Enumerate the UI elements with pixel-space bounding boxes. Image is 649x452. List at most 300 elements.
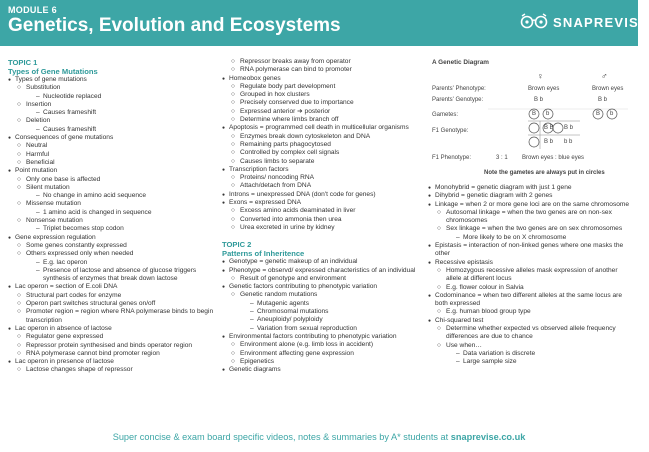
list-item-text: Homozygous recessive alleles mask expression of another allele at different locus (446, 266, 618, 283)
list-item (8, 75, 226, 84)
list-item-text: Nucleotide replaced (43, 92, 102, 100)
circle-bullet-icon: ○ (17, 349, 21, 357)
dash-bullet-icon: – (250, 299, 254, 307)
list-item (222, 358, 422, 366)
genetic-diagram (430, 57, 630, 180)
list-item (428, 225, 630, 233)
circle-bullet-icon: ○ (231, 291, 235, 299)
circle-bullet-icon: ○ (231, 99, 235, 107)
column-3 (428, 184, 630, 367)
list-item-text: Only one base is affected (26, 175, 101, 183)
list-item (428, 259, 630, 267)
f1-cell: b b (564, 139, 573, 145)
circle-bullet-icon: ○ (231, 149, 235, 157)
list-item-text: Types of gene mutations (15, 76, 87, 83)
list-item (8, 366, 226, 374)
list-item (8, 134, 223, 142)
list-item (222, 83, 422, 91)
list-item (8, 342, 223, 350)
list-item-text: Harmful (26, 150, 50, 158)
footer-text: Super concise & exam board specific videos, notes & summaries by A* students at (112, 432, 451, 442)
bullet-icon: ● (8, 168, 12, 175)
list-item (222, 66, 422, 74)
circle-bullet-icon: ○ (17, 308, 21, 316)
dash-bullet-icon: – (36, 109, 40, 117)
list-item (8, 308, 223, 325)
list-item-text: Environment alone (e.g. limb loss in accident) (240, 341, 374, 349)
list-item (222, 191, 422, 199)
bullet-icon: ● (222, 267, 226, 274)
circle-bullet-icon: ○ (437, 325, 441, 333)
list-item (8, 101, 223, 109)
list-item-text: Determine where limbs branch off (240, 116, 339, 124)
bullet-icon: ● (222, 191, 226, 198)
dash-bullet-icon: – (456, 233, 460, 241)
list-item (222, 149, 422, 157)
list-item (428, 342, 630, 350)
list-item (8, 300, 223, 308)
circle-bullet-icon: ○ (231, 107, 235, 115)
list-item (8, 283, 226, 291)
list-item (222, 158, 422, 166)
list-item-text: Genetic factors contributing to phenotypic variation (229, 283, 378, 291)
list-item-text: Genetic random mutations (240, 291, 318, 299)
circle-bullet-icon: ○ (17, 100, 21, 108)
list-item-text: Gene expression regulation (15, 233, 96, 241)
list-item-text: Attach/detach from DNA (240, 182, 312, 190)
list-item (222, 116, 422, 124)
list-item-text: Operon part switches structural genes on/off (26, 300, 156, 308)
circle-bullet-icon: ○ (231, 357, 235, 365)
list-item-text: Silent mutation (26, 183, 70, 191)
list-item (8, 333, 226, 341)
row-label-parent-phenotype: Parents' Phenotype: (432, 86, 486, 92)
list-item-text: Structural part codes for enzyme (26, 291, 122, 299)
list-item-text: Remaining parts phagocytosed (240, 140, 331, 148)
circle-bullet-icon: ○ (231, 349, 235, 357)
dash-bullet-icon: – (36, 208, 40, 216)
owl-glasses-icon (520, 13, 548, 31)
list-item (222, 267, 422, 275)
dash-bullet-icon: – (250, 316, 254, 324)
list-item-text: Epistasis = interaction of non-linked genes where one masks the other (435, 242, 624, 258)
f1-cell: B b (544, 139, 554, 145)
list-item-text: Urea excreted in urine by kidney (240, 223, 335, 231)
list-item (222, 124, 422, 132)
list-item (8, 292, 223, 300)
list-item-text: Grouped in hox clusters (240, 91, 310, 99)
f1-cell: B B (544, 125, 554, 131)
list-item-text: Causes frameshift (43, 109, 97, 117)
circle-bullet-icon: ○ (437, 266, 441, 274)
male-symbol: ♂ (601, 71, 608, 81)
circle-bullet-icon: ○ (437, 225, 441, 233)
bullet-icon: ● (222, 367, 226, 374)
genetic-diagram-graphic (430, 57, 630, 180)
list-item (428, 242, 630, 259)
list-item (222, 58, 422, 66)
column-2 (222, 58, 422, 374)
bullet-icon: ● (428, 259, 432, 266)
bullet-icon: ● (8, 284, 12, 291)
list-item (8, 217, 223, 225)
list-item (428, 192, 630, 200)
bullet-icon: ● (222, 333, 226, 340)
list-item-text: Deletion (26, 117, 51, 125)
bullet-icon: ● (428, 193, 432, 200)
list-item-text: Insertion (26, 100, 52, 108)
list-item-text: Genetic diagrams (229, 366, 281, 374)
list-item-text: Precisely conserved due to importance (240, 99, 354, 107)
f1-ratio: 3 : 1 (496, 155, 508, 161)
list-item-text: More likely to be on X chromosome (463, 233, 567, 241)
list-item (222, 174, 422, 182)
list-item-text: Linkage = when 2 or more gene loci are on the same chromosome (435, 200, 630, 208)
logo-text: SNAPREVISE (553, 15, 649, 30)
list-item-text: RNA polymerase cannot bind promoter region (26, 349, 160, 357)
diagram-note: Note the gametes are always put in circles (484, 170, 605, 176)
list-item-text: Consequences of gene mutations (15, 134, 114, 142)
list-item (222, 350, 422, 358)
list-item (8, 166, 226, 175)
list-item (8, 117, 223, 125)
list-item (8, 84, 223, 92)
list-item-text: Exons = expressed DNA (229, 199, 302, 207)
snaprevise-logo[interactable] (520, 12, 649, 34)
list-item-text: Expressed anterior ➔ posterior (240, 107, 331, 115)
list-item (428, 234, 630, 242)
list-item-text: Presence of lactose and absence of glucose triggers synthesis of enzymes that break down lactose (43, 266, 197, 283)
list-item (222, 316, 422, 324)
list-item-text: Proteins/ noncoding RNA (240, 174, 315, 182)
circle-bullet-icon: ○ (231, 82, 235, 90)
bullet-icon: ● (8, 325, 12, 332)
list-item (8, 266, 226, 284)
list-item (428, 201, 630, 209)
bullet-icon: ● (222, 125, 226, 132)
list-item (222, 199, 422, 207)
list-item-text: Promoter region = region where RNA polymerase binds to begin transcription (26, 308, 214, 324)
gamete: b (610, 111, 614, 117)
list-item-text: Repressor protein synthesised and binds operator region (26, 341, 193, 349)
circle-bullet-icon: ○ (231, 66, 235, 74)
list-item-text: RNA polymerase can bind to promoter (240, 66, 352, 74)
footer-site-link[interactable]: snaprevise.co.uk (450, 432, 526, 442)
list-item-text: Causes limbs to separate (240, 157, 315, 165)
dash-bullet-icon: – (36, 266, 40, 274)
list-item (222, 108, 422, 116)
list-item (428, 317, 630, 325)
list-item (428, 292, 630, 309)
circle-bullet-icon: ○ (231, 132, 235, 140)
list-item (222, 366, 422, 374)
list-item-text: Large sample size (463, 358, 517, 366)
list-item-text: No change in amino acid sequence (43, 192, 147, 200)
list-item-text: Converted into ammonia then urea (240, 215, 342, 223)
dash-bullet-icon: – (456, 349, 460, 357)
dash-bullet-icon: – (36, 92, 40, 100)
list-item (222, 325, 422, 333)
circle-bullet-icon: ○ (17, 183, 21, 191)
list-item (428, 209, 630, 226)
list-item (222, 141, 422, 149)
list-item-text: Triplet becomes stop codon (43, 225, 124, 233)
circle-bullet-icon: ○ (17, 150, 21, 158)
circle-bullet-icon: ○ (17, 341, 21, 349)
circle-bullet-icon: ○ (17, 200, 21, 208)
list-item-text: Repressor breaks away from operator (240, 58, 351, 65)
list-item-text: Environmental factors contributing to phenotypic variation (229, 332, 397, 340)
topic-2-list-continued (428, 184, 630, 367)
list-item (428, 350, 630, 358)
circle-bullet-icon: ○ (231, 207, 235, 215)
list-item-text: Some genes constantly expressed (26, 241, 127, 249)
list-item-text: Lactose changes shape of repressor (26, 366, 133, 374)
circle-bullet-icon: ○ (17, 250, 21, 258)
circle-bullet-icon: ○ (17, 291, 21, 299)
list-item-text: 1 amino acid is changed in sequence (43, 208, 152, 216)
list-item-text: Apoptosis = programmed cell death in multicellular organisms (229, 124, 409, 132)
female-symbol: ♀ (537, 71, 544, 81)
bullet-icon: ● (428, 292, 432, 299)
list-item (428, 308, 630, 316)
topic-1-list (8, 75, 226, 375)
list-item-text: Controlled by complex cell signals (240, 149, 340, 157)
bullet-icon: ● (8, 359, 12, 366)
topic-1-number: TOPIC 1 (8, 58, 38, 67)
list-item-text: Regulate body part development (240, 82, 336, 90)
list-item-text: Sex linkage = when the two genes are on sex chromosomes (446, 225, 623, 233)
list-item (222, 216, 422, 224)
list-item-text: Chi-squared test (435, 316, 484, 324)
circle-bullet-icon: ○ (231, 182, 235, 190)
list-item-text: Nonsense mutation (26, 217, 83, 225)
topic-1-name: Types of Gene Mutations (8, 67, 98, 76)
circle-bullet-icon: ○ (17, 241, 21, 249)
list-item-text: Causes frameshift (43, 125, 97, 133)
list-item (222, 91, 422, 99)
list-item (8, 109, 223, 117)
circle-bullet-icon: ○ (17, 117, 21, 125)
list-item-text: Neutral (26, 142, 48, 150)
parent-genotype-male: B b (598, 97, 608, 103)
circle-bullet-icon: ○ (231, 274, 235, 282)
circle-bullet-icon: ○ (231, 174, 235, 182)
list-item (8, 176, 223, 184)
circle-bullet-icon: ○ (17, 217, 21, 225)
dash-bullet-icon: – (456, 358, 460, 366)
circle-bullet-icon: ○ (17, 366, 21, 374)
list-item (222, 341, 422, 349)
list-item (222, 207, 422, 215)
list-item-text: Epigenetics (240, 357, 275, 365)
parent-genotype-female: B b (534, 97, 544, 103)
list-item (428, 358, 630, 366)
list-item (222, 333, 422, 341)
dash-bullet-icon: – (36, 192, 40, 200)
circle-bullet-icon: ○ (437, 308, 441, 316)
circle-bullet-icon: ○ (231, 58, 235, 65)
bullet-icon: ● (428, 201, 432, 208)
list-item (8, 234, 223, 242)
list-item (222, 283, 422, 291)
bullet-icon: ● (428, 185, 432, 191)
list-item-text: Transcription factors (229, 165, 289, 173)
list-item-text: Use when… (446, 341, 482, 349)
list-item (8, 184, 223, 192)
list-item (222, 258, 422, 266)
bullet-icon: ● (222, 200, 226, 207)
topic-1-list-continued (222, 58, 422, 232)
list-item (222, 300, 422, 308)
dash-bullet-icon: – (36, 225, 40, 233)
list-item-text: Result of genotype and environment (240, 274, 346, 282)
list-item (222, 308, 422, 316)
list-item-text: Introns = unexpressed DNA (don't code for genes) (229, 190, 376, 198)
list-item (8, 325, 223, 333)
gamete: B (532, 111, 537, 117)
list-item (222, 275, 422, 283)
list-item (8, 225, 223, 233)
circle-bullet-icon: ○ (437, 341, 441, 349)
list-item-text: Monohybrid = genetic diagram with just 1 gene (435, 184, 572, 191)
diagram-title: A Genetic Diagram (432, 59, 489, 66)
row-label-parent-genotype: Parents' Genotype: (432, 97, 484, 103)
list-item-text: Excess amino acids deaminated in liver (240, 207, 356, 215)
list-item-text: Genotype = genetic makeup of an individual (229, 258, 358, 266)
list-item-text: Point mutation (15, 167, 58, 175)
list-item-text: Recessive epistasis (435, 258, 493, 266)
list-item (222, 166, 422, 174)
list-item (8, 159, 223, 167)
gamete: b (546, 111, 550, 117)
dash-bullet-icon: – (250, 308, 254, 316)
list-item (8, 191, 226, 200)
bullet-icon: ● (222, 284, 226, 291)
parent-phenotype-male: Brown eyes (592, 86, 624, 92)
parent-phenotype-female: Brown eyes (528, 86, 560, 92)
list-item-text: Lac operon = section of E.coli DNA (15, 283, 118, 291)
bullet-icon: ● (222, 259, 226, 266)
list-item-text: Autosomal linkage = when the two genes are on non-sex chromosomes (446, 208, 612, 225)
list-item-text: Lac operon in presence of lactose (15, 358, 114, 366)
dash-bullet-icon: – (36, 258, 40, 266)
list-item-text: Phenotype = observd/ expressed characteristics of an individual (229, 266, 416, 274)
list-item (428, 284, 630, 292)
circle-bullet-icon: ○ (231, 157, 235, 165)
bullet-icon: ● (8, 234, 12, 241)
list-item (222, 133, 422, 141)
circle-bullet-icon: ○ (231, 116, 235, 124)
footer (0, 432, 638, 442)
list-item (8, 125, 226, 134)
list-item-text: Determine whether expected vs observed allele frequency differences are due to chance (446, 325, 616, 341)
circle-bullet-icon: ○ (17, 300, 21, 308)
dash-bullet-icon: – (250, 324, 254, 332)
circle-bullet-icon: ○ (231, 140, 235, 148)
circle-bullet-icon: ○ (231, 215, 235, 223)
list-item (8, 350, 223, 358)
list-item-text: Enzymes break down cytoskeleton and DNA (240, 132, 371, 140)
circle-bullet-icon: ○ (17, 142, 21, 150)
list-item (428, 184, 630, 192)
list-item (8, 93, 223, 101)
list-item (8, 258, 226, 267)
list-item (428, 267, 630, 284)
row-label-f1-phenotype: F1 Phenotype: (432, 155, 472, 161)
list-item-text: Substitution (26, 84, 61, 92)
list-item-text: Environment affecting gene expression (240, 349, 354, 357)
list-item-text: Dihybrid = genetic diagram with 2 genes (435, 192, 553, 200)
bullet-icon: ● (222, 75, 226, 82)
list-item-text: Homeobox genes (229, 74, 281, 82)
list-item (8, 209, 223, 217)
header-bar (0, 0, 649, 46)
list-item-text: E.g. flower colour in Salvia (446, 283, 524, 291)
topic-2-list (222, 258, 422, 374)
bullet-icon: ● (428, 243, 432, 250)
list-item-text: Data variation is discrete (463, 349, 536, 357)
list-item-text: E.g. human blood group type (446, 308, 531, 316)
list-item (222, 291, 422, 299)
bullet-icon: ● (222, 166, 226, 173)
page-title: Genetics, Evolution and Ecosystems (8, 15, 341, 36)
list-item (222, 182, 422, 190)
list-item (8, 242, 223, 250)
topic-2-number: TOPIC 2 (222, 240, 252, 250)
list-item (222, 75, 422, 83)
circle-bullet-icon: ○ (231, 341, 235, 349)
circle-bullet-icon: ○ (231, 91, 235, 99)
list-item-text: Beneficial (26, 158, 55, 166)
list-item (8, 358, 223, 366)
gamete: B (596, 111, 601, 117)
list-item-text: Lac operon in absence of lactose (15, 324, 112, 332)
list-item-text: Others expressed only when needed (26, 250, 134, 258)
circle-bullet-icon: ○ (231, 223, 235, 231)
circle-bullet-icon: ○ (437, 208, 441, 216)
list-item-text: Variation from sexual reproduction (257, 324, 357, 332)
circle-bullet-icon: ○ (17, 84, 21, 92)
f1-ratio-text: Brown eyes : blue eyes (522, 155, 585, 161)
circle-bullet-icon: ○ (17, 333, 21, 341)
list-item (8, 151, 223, 159)
list-item-text: Aneuploidy/ polyploidy (257, 316, 323, 324)
list-item-text: Missense mutation (26, 200, 81, 208)
list-item (222, 224, 422, 232)
bullet-icon: ● (8, 77, 12, 83)
column-1 (8, 58, 226, 375)
list-item (222, 99, 422, 107)
circle-bullet-icon: ○ (17, 158, 21, 166)
row-label-gametes: Gametes: (432, 112, 459, 118)
list-item (428, 325, 630, 342)
list-item (8, 250, 223, 258)
list-item (8, 142, 223, 150)
bullet-icon: ● (8, 135, 12, 142)
list-item-text: Mutagenic agents (257, 299, 310, 307)
module-label: MODULE 6 (8, 5, 57, 15)
circle-bullet-icon: ○ (437, 283, 441, 291)
bullet-icon: ● (428, 317, 432, 324)
list-item (8, 200, 226, 208)
list-item-text: Chromosomal mutations (257, 308, 329, 316)
list-item-text: E.g. lac operon (43, 258, 88, 266)
list-item-text: Regulator gene expressed (26, 333, 104, 341)
row-label-f1-genotype: F1 Genotype: (432, 128, 469, 134)
list-item-text: Codominance = when two different alleles at the same locus are both expressed (435, 291, 622, 308)
f1-cell: B b (564, 125, 574, 131)
